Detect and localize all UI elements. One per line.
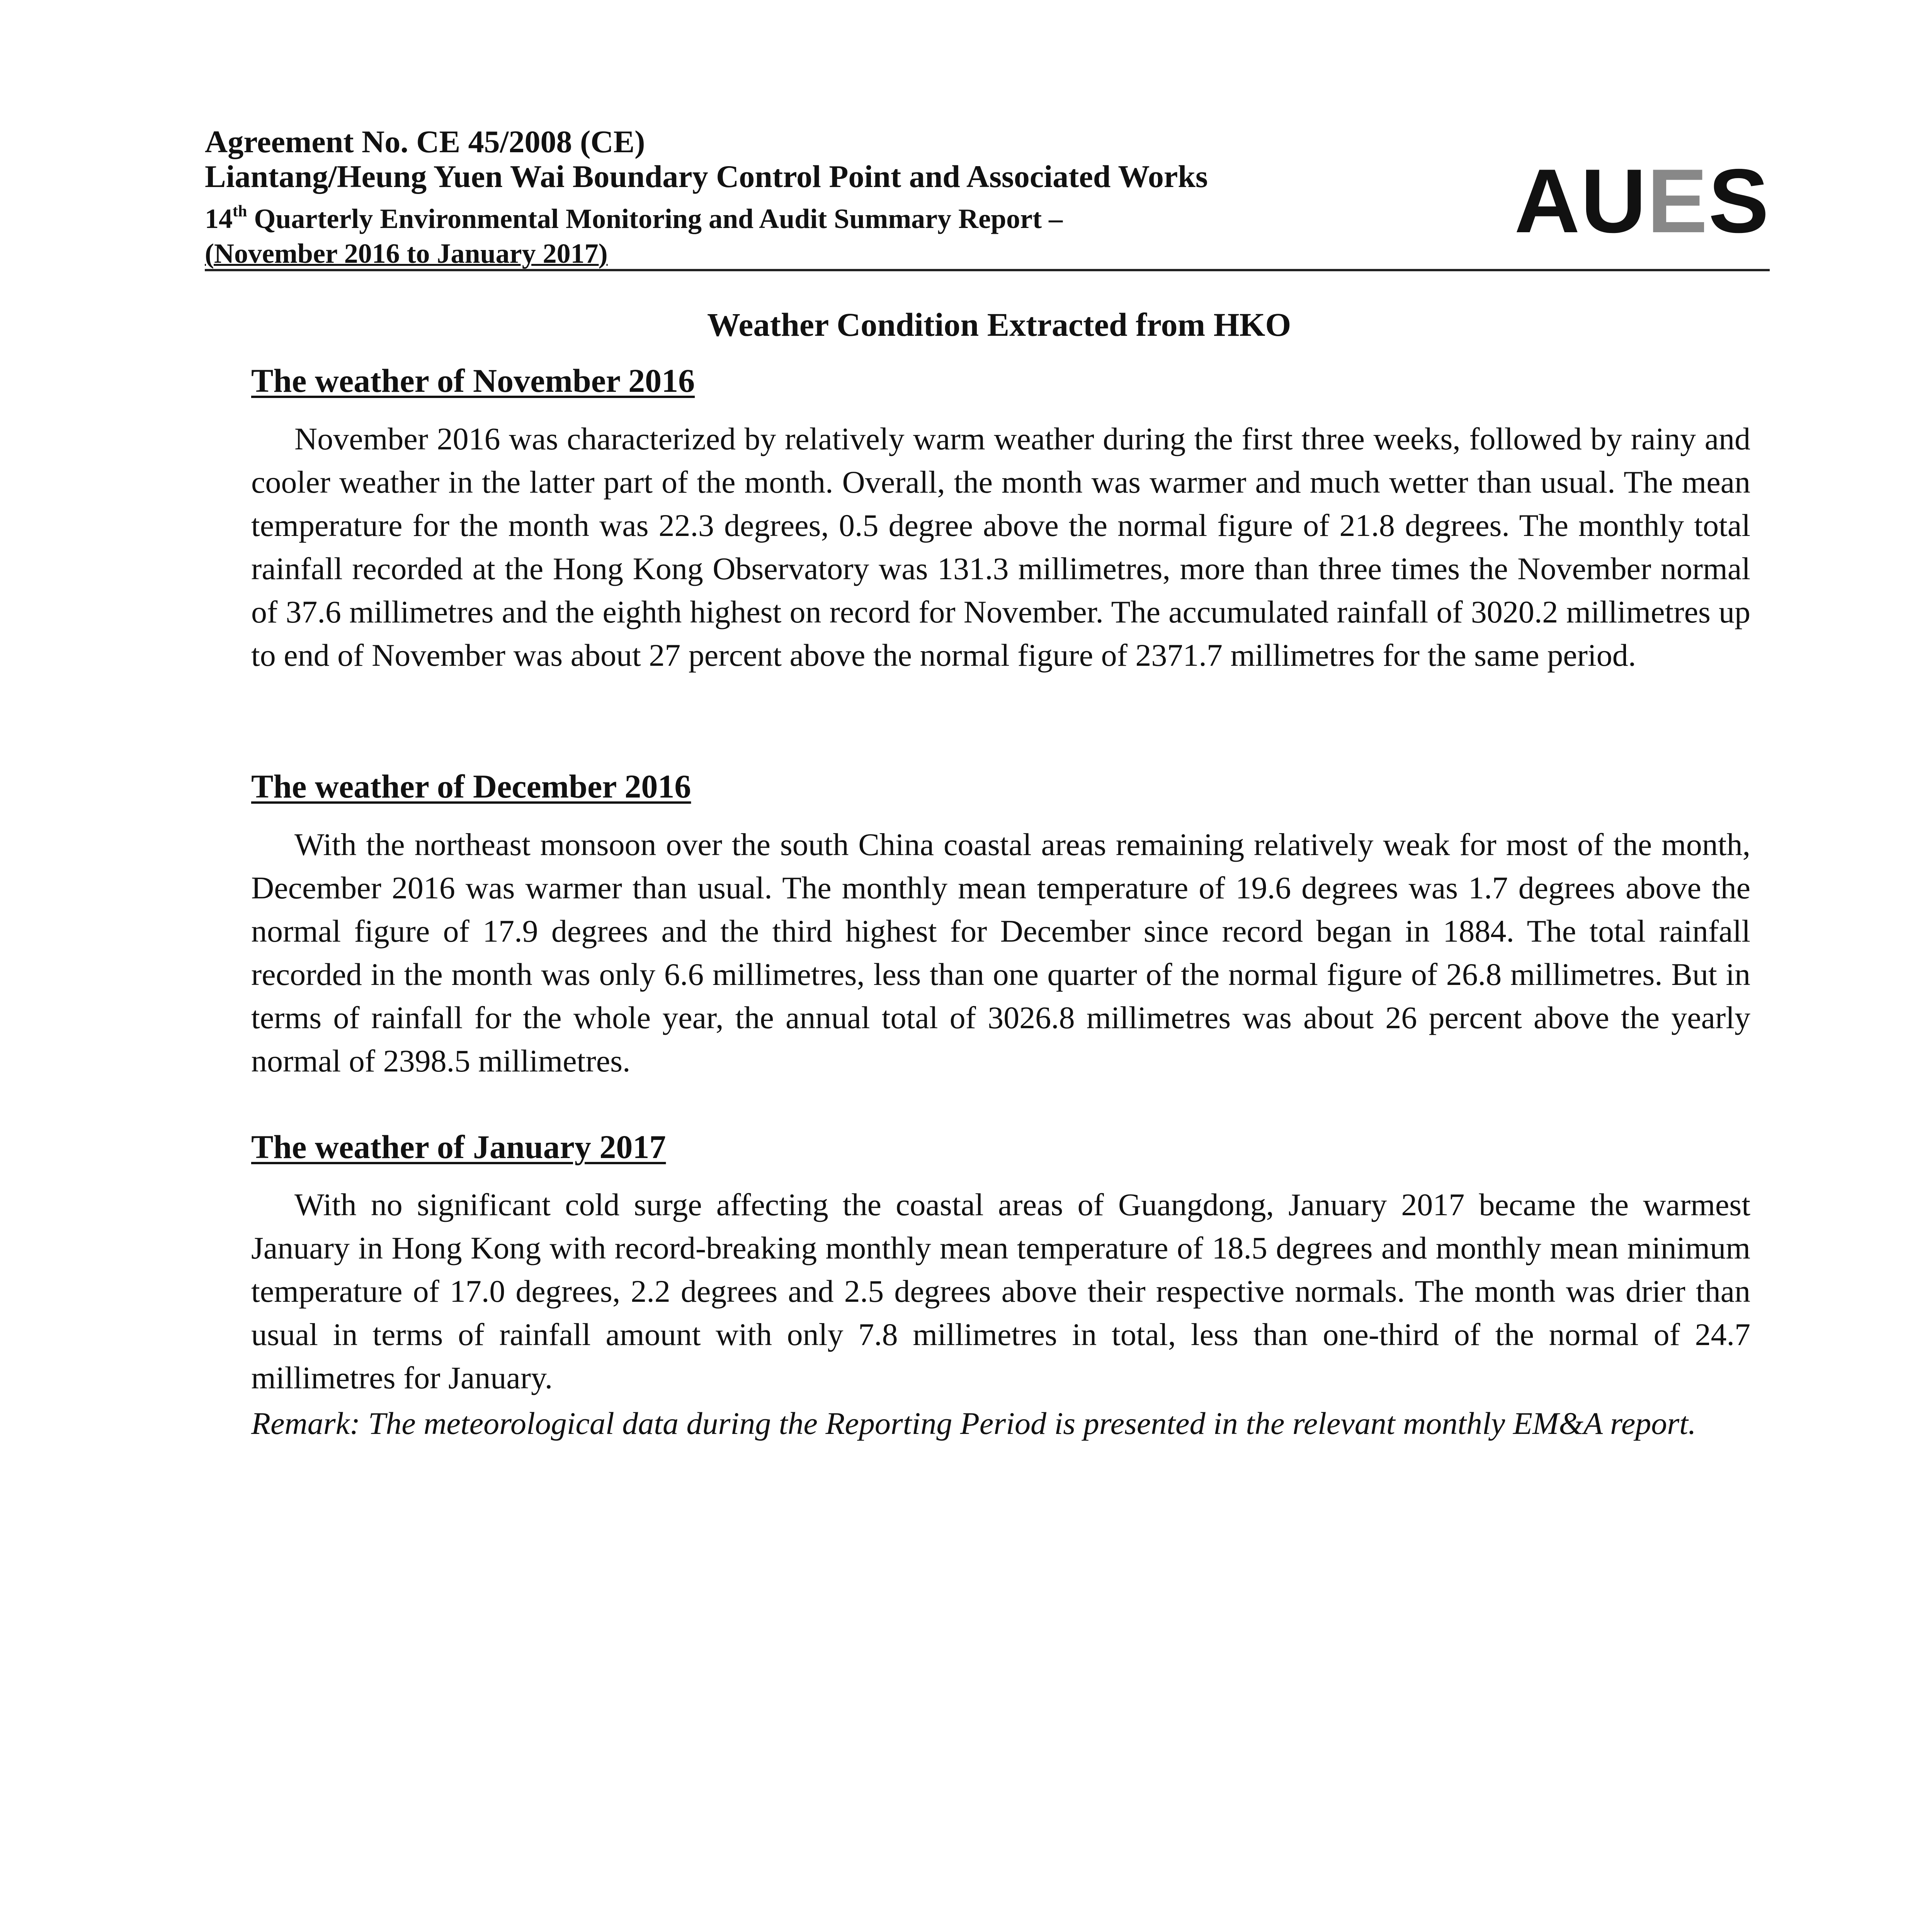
section-heading-december: The weather of December 2016	[251, 768, 691, 805]
header-divider	[205, 269, 1770, 271]
section-body-december: With the northeast monsoon over the south China coastal areas remaining relatively weak for most of the month, December 2016 was warmer than usual. The monthly mean temperature of 19.6 degrees was 1.7 degrees above the normal figure of 17.9 degrees and the third highest for December since record began in 1884. The total rainfall recorded in the month was only 6.6 millimetres, less than one quarter of the normal figure of 26.8 millimetres. But in terms of rainfall for the whole year, the annual total of 3026.8 millimetres was about 26 percent above the yearly normal of 2398.5 millimetres.	[251, 827, 1750, 1078]
project-name: Liantang/Heung Yuen Wai Boundary Control Point and Associated Works	[205, 159, 1208, 194]
report-period: (November 2016 to January 2017)	[205, 238, 608, 269]
section-body-november: November 2016 was characterized by relatively warm weather during the first three weeks, followed by rainy and cooler weather in the latter part of the month. Overall, the month was warmer and much wetter than usual. The mean temperature for the month was 22.3 degrees, 0.5 degree above the normal figure of 21.8 degrees. The monthly total rainfall recorded at the Hong Kong Observatory was 131.3 millimetres, more than three times the November normal of 37.6 millimetres and the eighth highest on record for November. The accumulated rainfall of 3020.2 millimetres up to end of November was about 27 percent above the normal figure of 2371.7 millimetres for the same period.	[251, 421, 1750, 673]
page-title: Weather Condition Extracted from HKO	[707, 306, 1291, 343]
aues-logo: AUES	[1514, 150, 1770, 252]
section-heading-november: The weather of November 2016	[251, 362, 695, 399]
report-header	[205, 124, 1770, 270]
header-text-block	[205, 124, 1480, 271]
report-title: 14th Quarterly Environmental Monitoring and Audit Summary Report –	[205, 202, 1063, 234]
agreement-number: Agreement No. CE 45/2008 (CE)	[205, 124, 645, 159]
remark-note: Remark: The meteorological data during the Reporting Period is presented in the relevant monthly EM&A report.	[251, 1406, 1696, 1441]
section-heading-january: The weather of January 2017	[251, 1128, 666, 1165]
section-body-january: With no significant cold surge affecting the coastal areas of Guangdong, January 2017 became the warmest January in Hong Kong with record-breaking monthly mean temperature of 18.5 degrees and monthly mean minimum temperature of 17.0 degrees, 2.2 degrees and 2.5 degrees above their respective normals. The month was drier than usual in terms of rainfall amount with only 7.8 millimetres in total, less than one-third of the normal of 24.7 millimetres for January.	[251, 1187, 1750, 1395]
